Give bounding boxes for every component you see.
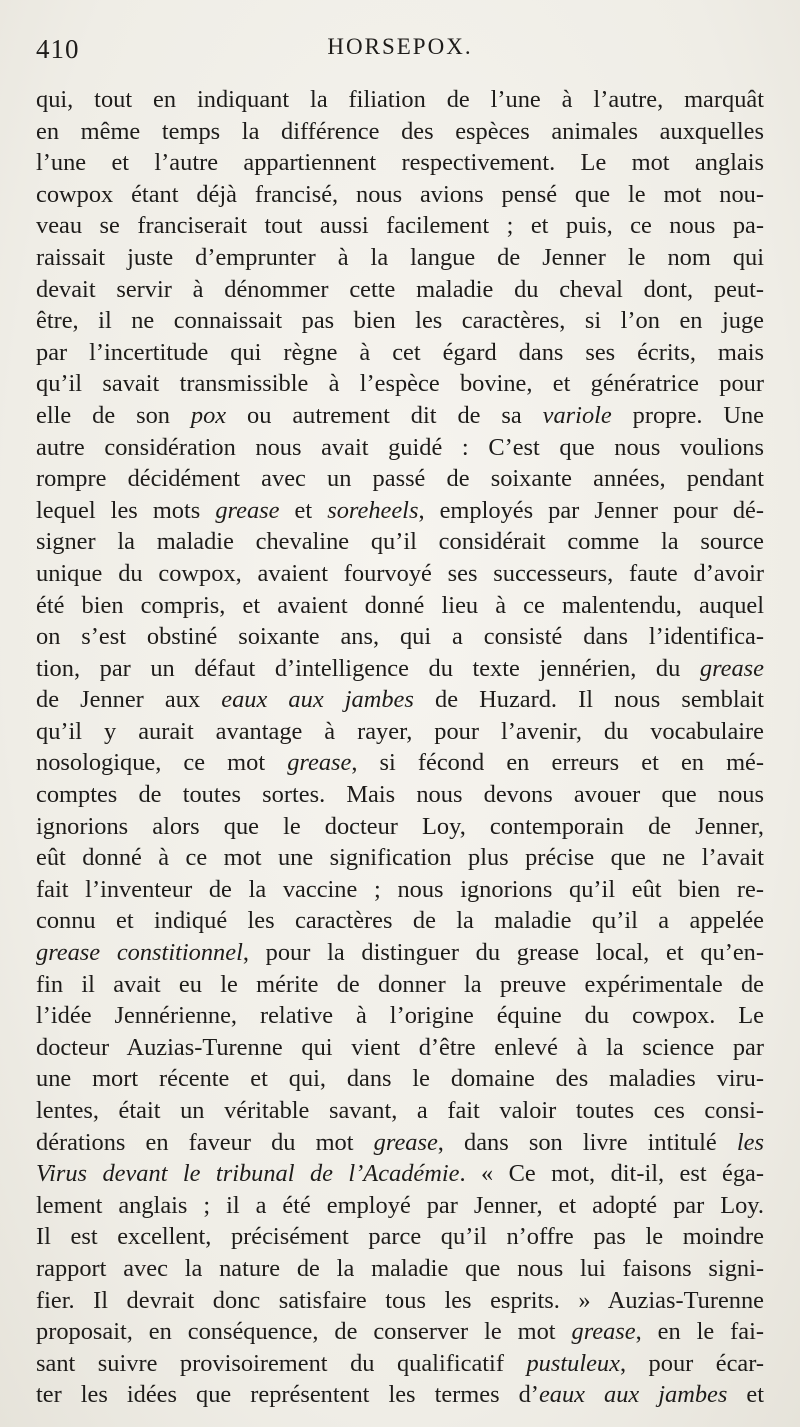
italic-text: grease xyxy=(571,1318,636,1346)
text-segment: docteur Auzias-Turenne qui vient d’être enlevé à la science par xyxy=(36,1033,764,1061)
text-line xyxy=(36,1032,764,1064)
text-segment: autre considération nous avait guidé : C’est que nous voulions xyxy=(36,433,764,461)
text-segment: et xyxy=(279,496,328,524)
text-line xyxy=(36,1253,764,1285)
text-line xyxy=(36,1063,764,1095)
italic-text: grease xyxy=(287,749,352,777)
text-line xyxy=(36,779,764,811)
italic-text: soreheels xyxy=(327,496,419,524)
italic-text: pox xyxy=(190,401,227,429)
text-segment: ou autrement dit de sa xyxy=(226,401,543,429)
running-title: HORSEPOX. xyxy=(327,34,473,59)
running-head xyxy=(36,34,764,82)
text-segment: fait l’inventeur de la vaccine ; nous ignorions qu’il eût bien re- xyxy=(36,875,764,903)
italic-text: grease constitionnel xyxy=(36,939,243,967)
text-segment: devait servir à dénommer cette maladie du cheval dont, peut- xyxy=(36,275,764,303)
text-segment: rompre décidément avec un passé de soixante années, pendant xyxy=(36,465,764,493)
text-segment: être, il ne connaissait pas bien les caractères, si l’on en juge xyxy=(36,307,764,335)
text-segment: , employés par Jenner pour dé- xyxy=(418,496,764,524)
text-segment: été bien compris, et avaient donné lieu à ce malentendu, auquel xyxy=(36,591,764,619)
text-line xyxy=(36,653,764,685)
page-number: 410 xyxy=(36,34,80,64)
text-segment: qu’il savait transmissible à l’espèce bovine, et génératrice pour xyxy=(36,370,764,398)
italic-text: variole xyxy=(542,401,612,429)
text-line xyxy=(36,210,764,242)
text-segment: , pour écar- xyxy=(619,1349,764,1377)
text-line xyxy=(36,147,764,179)
text-segment: comptes de toutes sortes. Mais nous devons avouer que nous xyxy=(36,781,764,809)
text-segment: ignorions alors que le docteur Loy, contemporain de Jenner, xyxy=(36,812,764,840)
text-line xyxy=(36,116,764,148)
text-segment: , pour la distinguer du grease local, et qu’en- xyxy=(242,939,764,967)
text-segment: elle de son xyxy=(36,401,191,429)
italic-text: eaux aux jambes xyxy=(221,686,414,714)
text-segment: fier. Il devrait donc satisfaire tous les esprits. » Auzias-Turenne xyxy=(36,1286,764,1314)
italic-text: les xyxy=(736,1128,764,1156)
text-segment: lement anglais ; il a été employé par Jenner, et adopté par Loy. xyxy=(36,1191,764,1219)
text-line xyxy=(36,1000,764,1032)
text-segment: par l’incertitude qui règne à cet égard dans ses écrits, mais xyxy=(36,338,764,366)
text-segment: connu et indiqué les caractères de la maladie qu’il a appelée xyxy=(36,907,764,935)
text-line xyxy=(36,590,764,622)
text-line xyxy=(36,526,764,558)
text-line xyxy=(36,368,764,400)
italic-text: grease xyxy=(373,1128,438,1156)
text-segment: . « Ce mot, dit-il, est éga- xyxy=(459,1160,764,1188)
text-segment: ter les idées que représentent les termes d’ xyxy=(36,1381,539,1409)
italic-text: eaux aux jambes xyxy=(538,1381,728,1409)
text-line xyxy=(36,1316,764,1348)
text-line xyxy=(36,84,764,116)
text-line xyxy=(36,1348,764,1380)
text-segment: l’une et l’autre appartiennent respectivement. Le mot anglais xyxy=(36,149,764,177)
text-line xyxy=(36,337,764,369)
text-line xyxy=(36,874,764,906)
text-line xyxy=(36,1285,764,1317)
text-line xyxy=(36,463,764,495)
text-line xyxy=(36,1127,764,1159)
text-segment: , dans son livre intitulé xyxy=(437,1128,737,1156)
text-line xyxy=(36,1379,764,1411)
text-line xyxy=(36,842,764,874)
text-segment: nosologique, ce mot xyxy=(36,749,288,777)
text-line xyxy=(36,684,764,716)
italic-text: grease xyxy=(699,654,764,682)
text-line xyxy=(36,432,764,464)
text-segment: lentes, était un véritable savant, a fait valoir toutes ces consi- xyxy=(36,1097,764,1124)
text-line xyxy=(36,305,764,337)
text-segment: une mort récente et qui, dans le domaine des maladies viru- xyxy=(36,1065,764,1093)
text-line xyxy=(36,1190,764,1222)
text-segment: rapport avec la nature de la maladie que nous lui faisons signi- xyxy=(36,1254,764,1282)
text-segment: , si fécond en erreurs et en mé- xyxy=(351,749,764,777)
text-line xyxy=(36,274,764,306)
text-line xyxy=(36,495,764,527)
text-segment: de Jenner aux xyxy=(36,686,222,714)
text-segment: et xyxy=(727,1381,764,1409)
text-segment: eût donné à ce mot une signification plus précise que ne l’avait xyxy=(36,844,764,872)
text-line xyxy=(36,558,764,590)
text-line xyxy=(36,1095,764,1127)
text-line xyxy=(36,1158,764,1190)
text-line xyxy=(36,969,764,1001)
text-line xyxy=(36,1221,764,1253)
text-segment: qu’il y aurait avantage à rayer, pour l’avenir, du vocabulaire xyxy=(36,717,764,745)
text-segment: propre. Une xyxy=(611,401,764,429)
text-segment: proposait, en conséquence, de conserver le mot xyxy=(36,1318,572,1346)
text-segment: qui, tout en indiquant la filiation de l’une à l’autre, marquât xyxy=(36,86,764,113)
italic-text: pustuleux xyxy=(526,1349,620,1377)
italic-text: Virus devant le tribunal de l’Académie xyxy=(36,1160,460,1188)
text-segment: de Huzard. Il nous semblait xyxy=(413,686,764,714)
text-line xyxy=(36,905,764,937)
text-segment: lequel les mots xyxy=(36,496,216,524)
text-line xyxy=(36,621,764,653)
text-segment: l’idée Jennérienne, relative à l’origine équine du cowpox. Le xyxy=(36,1002,764,1030)
text-segment: en même temps la différence des espèces animales auxquelles xyxy=(36,117,764,145)
text-segment: on s’est obstiné soixante ans, qui a consisté dans l’identifica- xyxy=(36,623,764,651)
text-line xyxy=(36,747,764,779)
text-line xyxy=(36,937,764,969)
text-segment: tion, par un défaut d’intelligence du texte jennérien, du xyxy=(36,654,700,682)
text-line xyxy=(36,716,764,748)
text-line xyxy=(36,242,764,274)
text-segment: Il est excellent, précisément parce qu’il n’offre pas le moindre xyxy=(36,1223,764,1251)
text-line xyxy=(36,179,764,211)
text-segment: , en le fai- xyxy=(635,1318,764,1346)
text-segment: signer la maladie chevaline qu’il considérait comme la source xyxy=(36,528,764,556)
text-segment: sant suivre provisoirement du qualificatif xyxy=(36,1349,527,1377)
text-segment: raissait juste d’emprunter à la langue de Jenner le nom qui xyxy=(36,243,764,271)
italic-text: grease xyxy=(215,496,280,524)
text-segment: fin il avait eu le mérite de donner la preuve expérimentale de xyxy=(36,970,764,998)
text-segment: cowpox étant déjà francisé, nous avions pensé que le mot nou- xyxy=(36,180,764,208)
text-segment: veau se franciserait tout aussi facilement ; et puis, ce nous pa- xyxy=(36,212,764,240)
text-segment: unique du cowpox, avaient fourvoyé ses successeurs, faute d’avoir xyxy=(36,559,764,587)
body-text xyxy=(36,84,764,1411)
text-line xyxy=(36,811,764,843)
text-segment: dérations en faveur du mot xyxy=(36,1128,374,1156)
text-line xyxy=(36,400,764,432)
